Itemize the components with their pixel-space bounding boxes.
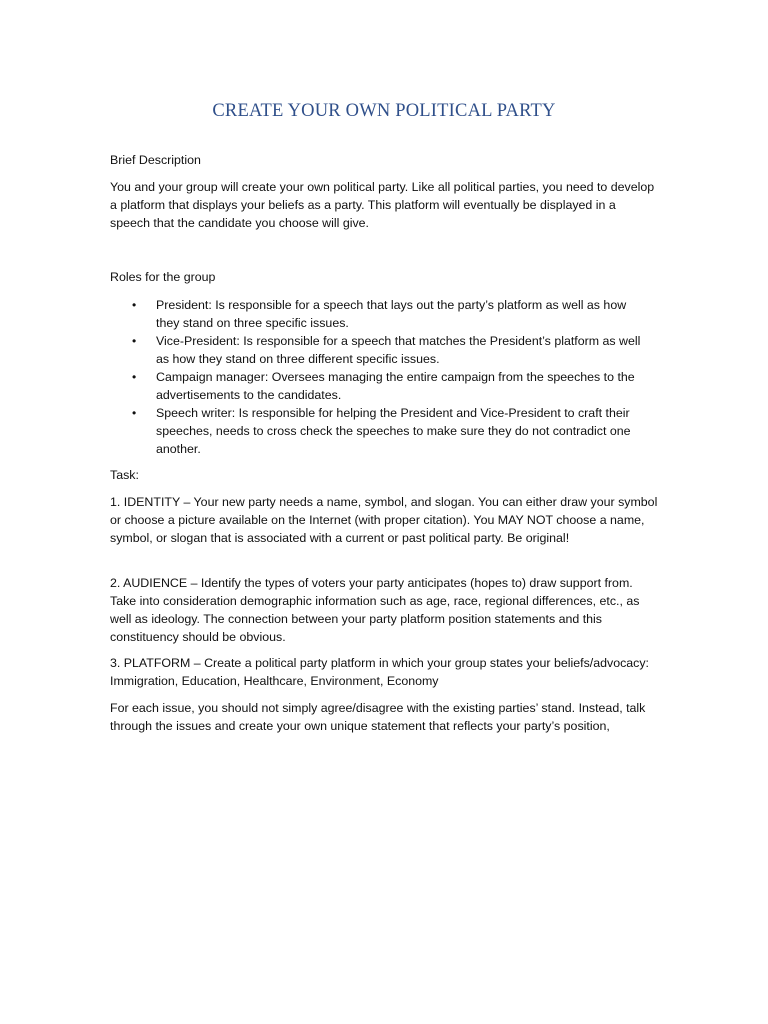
task-heading: Task:: [110, 468, 139, 482]
bullet-icon: •: [132, 370, 137, 384]
role-text: Vice-President: Is responsible for a speech that matches the President’s platform as well as how they stand on three different specific issues.: [156, 334, 641, 366]
roles-list: [110, 296, 650, 458]
role-vice-president: [110, 332, 650, 368]
role-campaign-manager: [110, 368, 650, 404]
bullet-icon: •: [132, 406, 137, 420]
brief-description-text: You and your group will create your own political party. Like all political parties, you need to develop a platform that displays your beliefs as a party. This platform will eventually be displayed in a speech that the candidate you choose will give.: [110, 180, 655, 230]
task-platform: 3. PLATFORM – Create a political party platform in which your group states your beliefs/advocacy: Immigration, Education, Healthcare, Environment, Economy: [110, 656, 649, 688]
task-identity: 1. IDENTITY – Your new party needs a name, symbol, and slogan. You can either draw your symbol or choose a picture available on the Internet (with proper citation). You MAY NOT choose a name, symbol, or slogan that is associated with a current or past political party. Be original!: [110, 495, 658, 545]
role-speech-writer: [110, 404, 650, 458]
document-title: CREATE YOUR OWN POLITICAL PARTY: [212, 101, 556, 121]
role-text: President: Is responsible for a speech that lays out the party’s platform as well as how they stand on three specific issues.: [156, 298, 627, 330]
task-audience: 2. AUDIENCE – Identify the types of voters your party anticipates (hopes to) draw support from. Take into consideration demographic information such as age, race, regional differences, etc., as well as ideology. The connection between your party platform position statements and this constituency should be obvious.: [110, 576, 640, 644]
bullet-icon: •: [132, 334, 137, 348]
role-text: Speech writer: Is responsible for helping the President and Vice-President to craft their speeches, needs to cross check the speeches to make sure they do not contradict one another.: [156, 406, 631, 456]
brief-description-heading: Brief Description: [110, 153, 201, 167]
role-president: [110, 296, 650, 332]
role-text: Campaign manager: Oversees managing the entire campaign from the speeches to the advertisements to the candidates.: [156, 370, 635, 402]
task-issues-text: For each issue, you should not simply agree/disagree with the existing parties’ stand. Instead, talk through the issues and create your own unique statement that reflects your party’s position,: [110, 701, 646, 733]
roles-heading: Roles for the group: [110, 270, 216, 284]
bullet-icon: •: [132, 298, 137, 312]
